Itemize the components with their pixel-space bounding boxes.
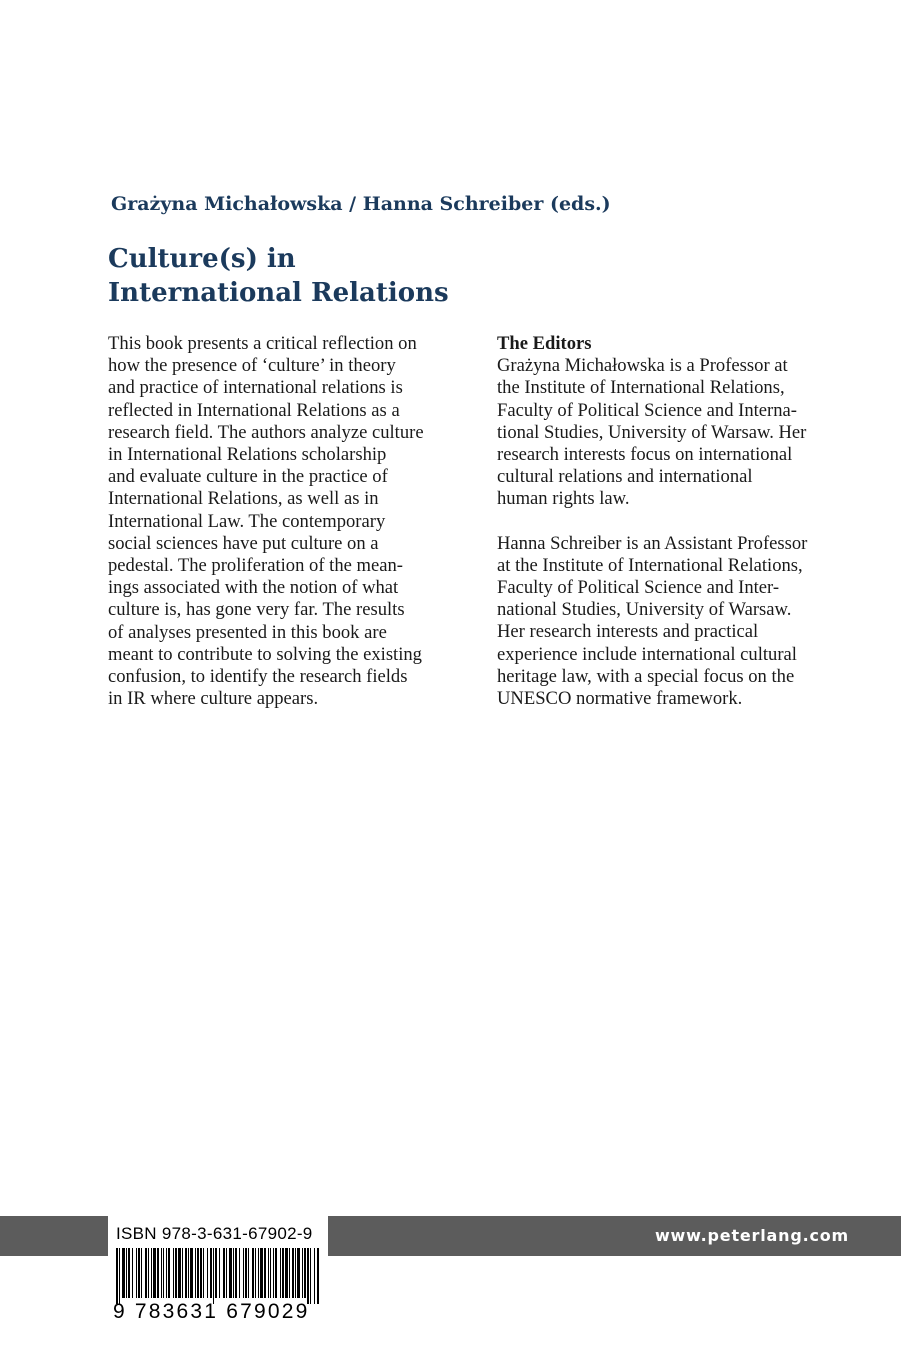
barcode-bar [270, 1248, 271, 1298]
barcode-bar [255, 1248, 256, 1298]
barcode-bar [310, 1248, 311, 1304]
book-title [108, 242, 449, 310]
bio-line: Faculty of Political Science and Interna- [497, 399, 797, 421]
barcode-bar [153, 1248, 156, 1298]
barcode-bar [173, 1248, 174, 1298]
isbn-label: ISBN 978-3-631-67902-9 [116, 1224, 313, 1243]
barcode-bar [122, 1248, 125, 1298]
bio-line: Grażyna Michałowska is a Professor at [497, 355, 788, 377]
barcode-bar [317, 1248, 319, 1304]
barcode-bar [248, 1248, 249, 1298]
barcode-bar [297, 1248, 300, 1298]
barcode-bar [233, 1248, 234, 1298]
footer-band-left [0, 1216, 108, 1256]
blurb-line: meant to contribute to solving the existing [108, 643, 422, 665]
barcode-bar [126, 1248, 127, 1298]
blurb-line: how the presence of ‘culture’ in theory [108, 355, 396, 377]
barcode-digits: 9 783631 679029 [113, 1300, 310, 1323]
bio-line: Her research interests and practical [497, 621, 759, 643]
barcode-bar [226, 1248, 227, 1298]
barcode-bar [138, 1248, 140, 1298]
barcode-bar [116, 1248, 118, 1304]
blurb-line: social sciences have put culture on a [108, 532, 379, 554]
barcode-bar [260, 1248, 263, 1298]
barcode-bar [289, 1248, 290, 1298]
bio-line: national Studies, University of Warsaw. [497, 599, 792, 621]
barcode-bar [223, 1248, 225, 1298]
barcode-bar [235, 1248, 237, 1298]
barcode-bar [161, 1248, 162, 1298]
blurb-line: confusion, to identify the research fields [108, 666, 408, 688]
blurb-line: This book presents a critical reflection on [108, 333, 417, 354]
barcode-bar [243, 1248, 244, 1298]
bio-line: cultural relations and international [497, 466, 753, 488]
barcode-bar [157, 1248, 159, 1298]
barcode-bar [239, 1248, 240, 1298]
barcode-bar [252, 1248, 254, 1298]
barcode-bar [151, 1248, 152, 1298]
publisher-website: www.peterlang.com [654, 1226, 849, 1245]
blurb-line: research field. The authors analyze culture [108, 421, 424, 443]
barcode-bar [273, 1248, 274, 1298]
barcode-bar [200, 1248, 202, 1298]
barcode-bar [268, 1248, 269, 1298]
barcode-bar [197, 1248, 199, 1298]
barcode-bar [185, 1248, 187, 1298]
barcode-bar [295, 1248, 296, 1298]
barcode-bar [280, 1248, 281, 1298]
blurb-line: International Relations, as well as in [108, 488, 379, 510]
barcode-bar [307, 1248, 309, 1304]
bio-line: Faculty of Political Science and Inter- [497, 577, 780, 599]
barcode-bar [292, 1248, 294, 1298]
bio-line: UNESCO normative framework. [497, 688, 743, 710]
barcode-bar [207, 1248, 208, 1298]
bio-line: human rights law. [497, 488, 630, 510]
barcode-bar [141, 1248, 142, 1298]
barcode-bar [190, 1248, 193, 1298]
blurb-line: and practice of international relations is [108, 377, 403, 399]
barcode-bar [314, 1248, 315, 1304]
blurb-line: pedestal. The proliferation of the mean- [108, 555, 403, 577]
editors-column [497, 333, 877, 710]
bio-line: heritage law, with a special focus on the [497, 665, 795, 687]
blurb-line: International Law. The contemporary [108, 510, 386, 532]
barcode-bar [215, 1248, 217, 1298]
blurb-line: of analyses presented in this book are [108, 621, 387, 643]
barcode-bar [182, 1248, 183, 1298]
bio-line: the Institute of International Relations, [497, 377, 785, 399]
blurb-line: reflected in International Relations as a [108, 399, 400, 421]
paragraph-gap [497, 511, 877, 533]
barcode-bar [302, 1248, 303, 1298]
barcode-bar [132, 1248, 133, 1298]
barcode-bar [264, 1248, 266, 1298]
bio-line: at the Institute of International Relations, [497, 554, 803, 576]
barcode-bar [203, 1248, 204, 1298]
barcode-bar [213, 1248, 214, 1304]
editors-heading: The Editors [497, 333, 592, 354]
barcode-bar [188, 1248, 189, 1298]
editor-bio-michalowska [497, 355, 877, 510]
editor-bio-schreiber [497, 533, 877, 711]
barcode-bar [168, 1248, 170, 1298]
barcode-bar [163, 1248, 164, 1298]
bio-line: tional Studies, University of Warsaw. Her [497, 421, 807, 443]
barcode-bar [145, 1248, 147, 1298]
barcode-bar [195, 1248, 196, 1298]
editors-line: Grażyna Michałowska / Hanna Schreiber (eds.) [111, 193, 611, 215]
barcode-bar [178, 1248, 181, 1298]
barcode-icon [112, 1248, 324, 1304]
barcode-bar [175, 1248, 177, 1298]
barcode-bar [148, 1248, 149, 1298]
barcode-bar [282, 1248, 284, 1298]
barcode-bar [136, 1248, 137, 1298]
blurb-line: ings associated with the notion of what [108, 577, 399, 599]
bio-line: experience include international cultural [497, 643, 797, 665]
barcode-bar [119, 1248, 120, 1304]
blurb-line: and evaluate culture in the practice of [108, 466, 388, 488]
barcode-bar [128, 1248, 130, 1298]
barcode-bar [304, 1248, 306, 1298]
blurb-line: in IR where culture appears. [108, 688, 319, 710]
barcode-bar [166, 1248, 167, 1298]
blurb-column [108, 333, 478, 710]
bio-line: research interests focus on international [497, 444, 793, 466]
blurb-line: culture is, has gone very far. The results [108, 599, 405, 621]
bio-line: Hanna Schreiber is an Assistant Professor [497, 532, 808, 554]
barcode-bar [285, 1248, 288, 1298]
title-line: Culture(s) in [108, 244, 296, 274]
barcode-bar [258, 1248, 259, 1298]
title-line: International Relations [108, 278, 449, 308]
blurb-line: in International Relations scholarship [108, 444, 387, 466]
barcode-bar [245, 1248, 247, 1298]
barcode-bar [210, 1248, 212, 1298]
barcode-bar [219, 1248, 220, 1298]
barcode-bar [275, 1248, 277, 1298]
barcode-bar [229, 1248, 232, 1298]
